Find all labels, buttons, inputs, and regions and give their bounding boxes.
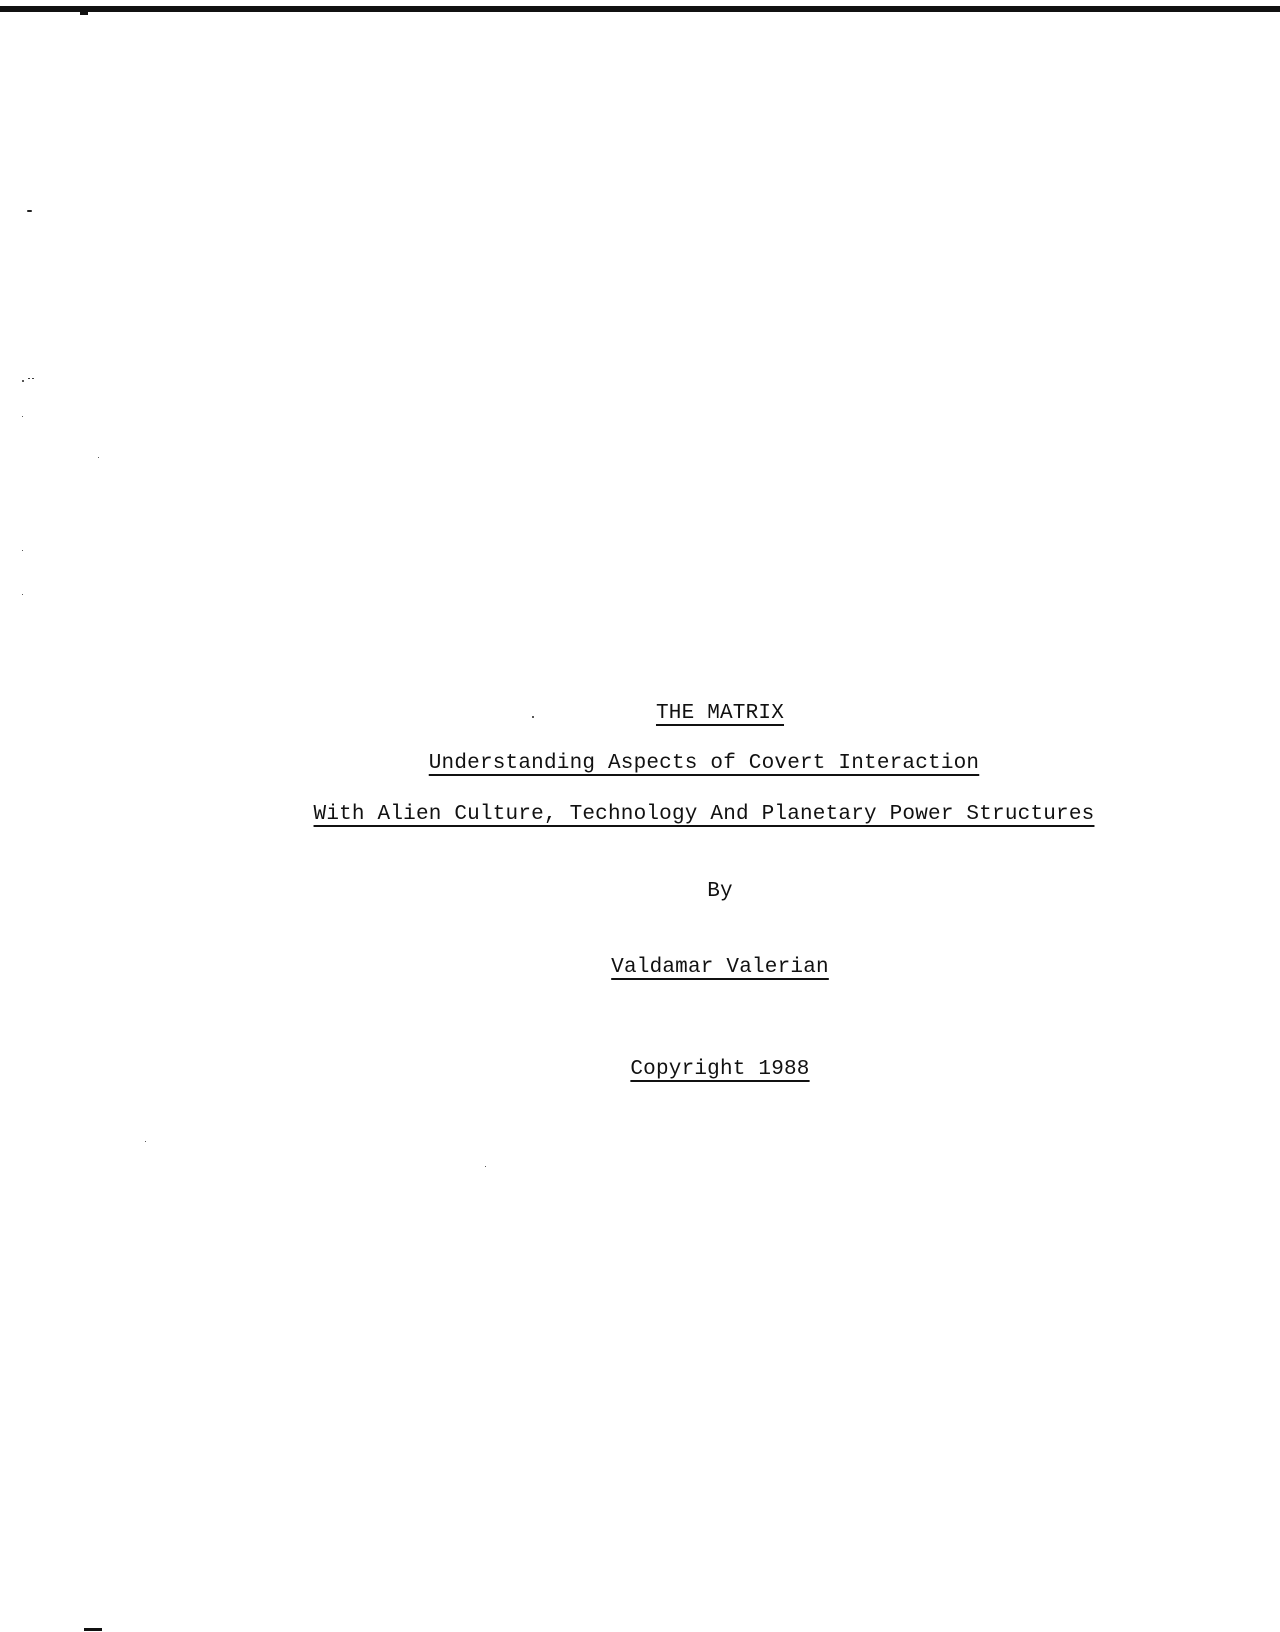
document-title [80, 702, 1280, 725]
scan-speck [22, 380, 24, 382]
subtitle-line-2-text: With Alien Culture, Technology And Planetary Power Structures [313, 803, 1095, 826]
scan-speck [22, 416, 23, 417]
scan-speck [22, 550, 23, 551]
author-name-text: Valdamar Valerian [611, 956, 829, 979]
author-name [80, 956, 1280, 979]
by-label [80, 880, 1280, 903]
by-label-text: By [707, 880, 733, 903]
copyright-text: Copyright 1988 [630, 1058, 810, 1081]
scan-speck [27, 210, 32, 212]
scan-speck [28, 378, 30, 379]
scan-speck [485, 1166, 486, 1167]
top-border-tick [80, 12, 88, 15]
scan-speck [32, 378, 34, 379]
scan-speck [145, 1141, 146, 1142]
top-border-rule [0, 6, 1280, 12]
scan-speck [98, 457, 99, 458]
subtitle-line-1-text: Understanding Aspects of Covert Interaction [428, 752, 980, 775]
scan-speck [22, 594, 23, 595]
title-text: THE MATRIX [655, 702, 785, 725]
subtitle-line-2 [64, 803, 1280, 826]
bottom-scan-mark [84, 1628, 102, 1631]
copyright-notice [80, 1058, 1280, 1081]
subtitle-line-1 [64, 752, 1280, 775]
